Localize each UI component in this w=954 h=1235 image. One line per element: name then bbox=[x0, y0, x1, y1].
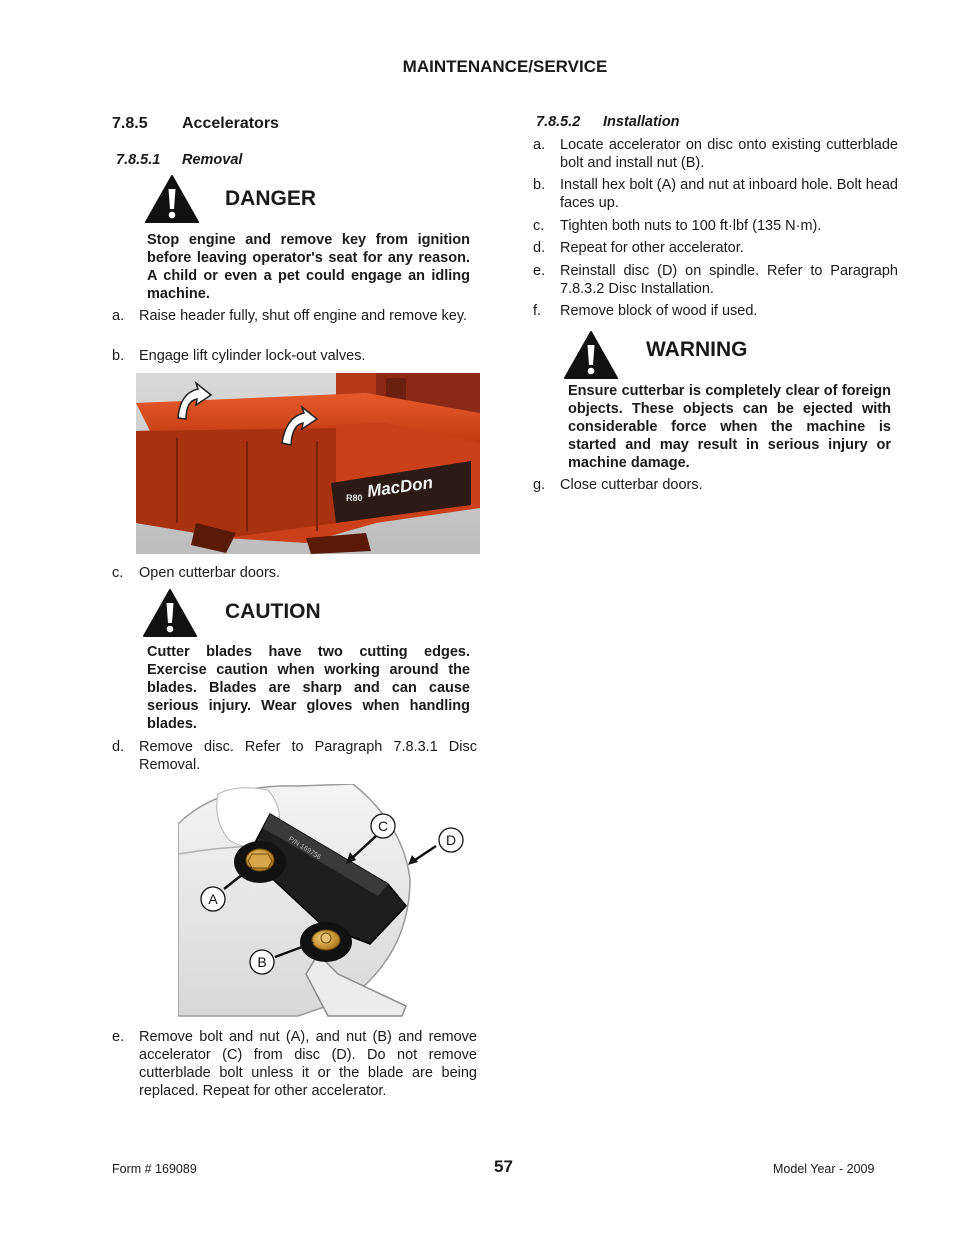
callout-b-label: B bbox=[257, 954, 267, 970]
caution-warning-triangle-icon bbox=[142, 588, 198, 638]
warning-title: WARNING bbox=[646, 338, 748, 361]
installation-step-e bbox=[533, 262, 898, 298]
step-label: d. bbox=[112, 739, 125, 755]
step-text: Open cutterbar doors. bbox=[139, 565, 281, 581]
photo-brand-logo: MacDon bbox=[365, 472, 435, 501]
step-label: d. bbox=[533, 240, 546, 256]
page-header: MAINTENANCE/SERVICE bbox=[402, 57, 608, 76]
step-label: f. bbox=[533, 303, 542, 319]
step-text: Locate accelerator on disc onto existing cutterblade bolt and install nut (B). bbox=[560, 137, 898, 171]
step-text: Raise header fully, shut off engine and remove key. bbox=[139, 308, 468, 324]
step-text: Repeat for other accelerator. bbox=[560, 240, 744, 256]
footer-model-year: Model Year - 2009 bbox=[773, 1162, 875, 1176]
accelerator-diagram bbox=[178, 784, 478, 1024]
installation-step-g bbox=[533, 476, 898, 494]
caution-title: CAUTION bbox=[225, 600, 321, 623]
section-number: 7.8.5 bbox=[112, 115, 148, 132]
danger-title: DANGER bbox=[225, 187, 317, 210]
removal-step-b bbox=[112, 347, 477, 365]
step-label: c. bbox=[112, 565, 124, 581]
removal-step-a bbox=[112, 307, 477, 343]
warning-triangle-icon bbox=[563, 330, 619, 380]
warning-body: Ensure cutterbar is completely clear of foreign objects. These objects can be ejected with considerable force when the machine is started and may result in serious injury or machine damage. bbox=[568, 383, 891, 471]
step-label: e. bbox=[533, 263, 546, 279]
caution-body: Cutter blades have two cutting edges. Exercise caution when working around the blades. Blades are sharp and can cause serious injury. Wear gloves when handling blades. bbox=[147, 644, 470, 732]
removal-step-e bbox=[112, 1028, 477, 1118]
step-label: b. bbox=[533, 177, 546, 193]
step-label: a. bbox=[112, 308, 125, 324]
svg-text:P/N 169756: P/N 169756 bbox=[286, 835, 323, 862]
step-label: b. bbox=[112, 348, 125, 364]
removal-step-d bbox=[112, 738, 477, 774]
step-text: Tighten both nuts to 100 ft·lbf (135 N·m). bbox=[560, 218, 822, 234]
installation-step-c bbox=[533, 217, 898, 235]
installation-step-d bbox=[533, 239, 898, 257]
installation-step-f bbox=[533, 302, 898, 320]
photo-model-label: R80 bbox=[346, 493, 363, 503]
installation-step-b bbox=[533, 176, 898, 212]
step-text: Remove block of wood if used. bbox=[560, 303, 758, 319]
step-text: Close cutterbar doors. bbox=[560, 477, 703, 493]
step-text: Install hex bolt (A) and nut at inboard hole. Bolt head faces up. bbox=[560, 177, 898, 211]
installation-step-a bbox=[533, 136, 898, 172]
installation-title: Installation bbox=[603, 114, 680, 130]
page-number: 57 bbox=[494, 1157, 513, 1176]
step-label: c. bbox=[533, 218, 545, 234]
step-text: Reinstall disc (D) on spindle. Refer to Paragraph 7.8.3.2 Disc Installation. bbox=[560, 263, 898, 297]
step-label: g. bbox=[533, 477, 546, 493]
removal-number: 7.8.5.1 bbox=[116, 152, 161, 168]
header-lift-photo bbox=[136, 373, 480, 554]
step-label: a. bbox=[533, 137, 546, 153]
footer-form-number: Form # 169089 bbox=[112, 1162, 197, 1176]
danger-body: Stop engine and remove key from ignition before leaving operator's seat for any reason. A child or even a pet could engage an idling machine. bbox=[147, 232, 470, 302]
installation-number: 7.8.5.2 bbox=[536, 114, 581, 130]
danger-warning-triangle-icon bbox=[144, 174, 200, 224]
callout-d-label: D bbox=[445, 832, 457, 848]
step-text: Remove disc. Refer to Paragraph 7.8.3.1 Disc Removal. bbox=[139, 739, 477, 773]
removal-title: Removal bbox=[182, 152, 243, 168]
callout-c-label: C bbox=[377, 818, 389, 834]
section-title: Accelerators bbox=[182, 115, 279, 132]
step-label: e. bbox=[112, 1029, 125, 1045]
step-text: Remove bolt and nut (A), and nut (B) and remove accelerator (C) from disc (D). Do not remove cutterblade bolt unless it or the blade are being replaced. Repeat for other accelerator. bbox=[139, 1029, 477, 1099]
callout-a-label: A bbox=[208, 891, 218, 907]
step-text: Engage lift cylinder lock-out valves. bbox=[139, 348, 366, 364]
removal-step-c bbox=[112, 564, 477, 582]
